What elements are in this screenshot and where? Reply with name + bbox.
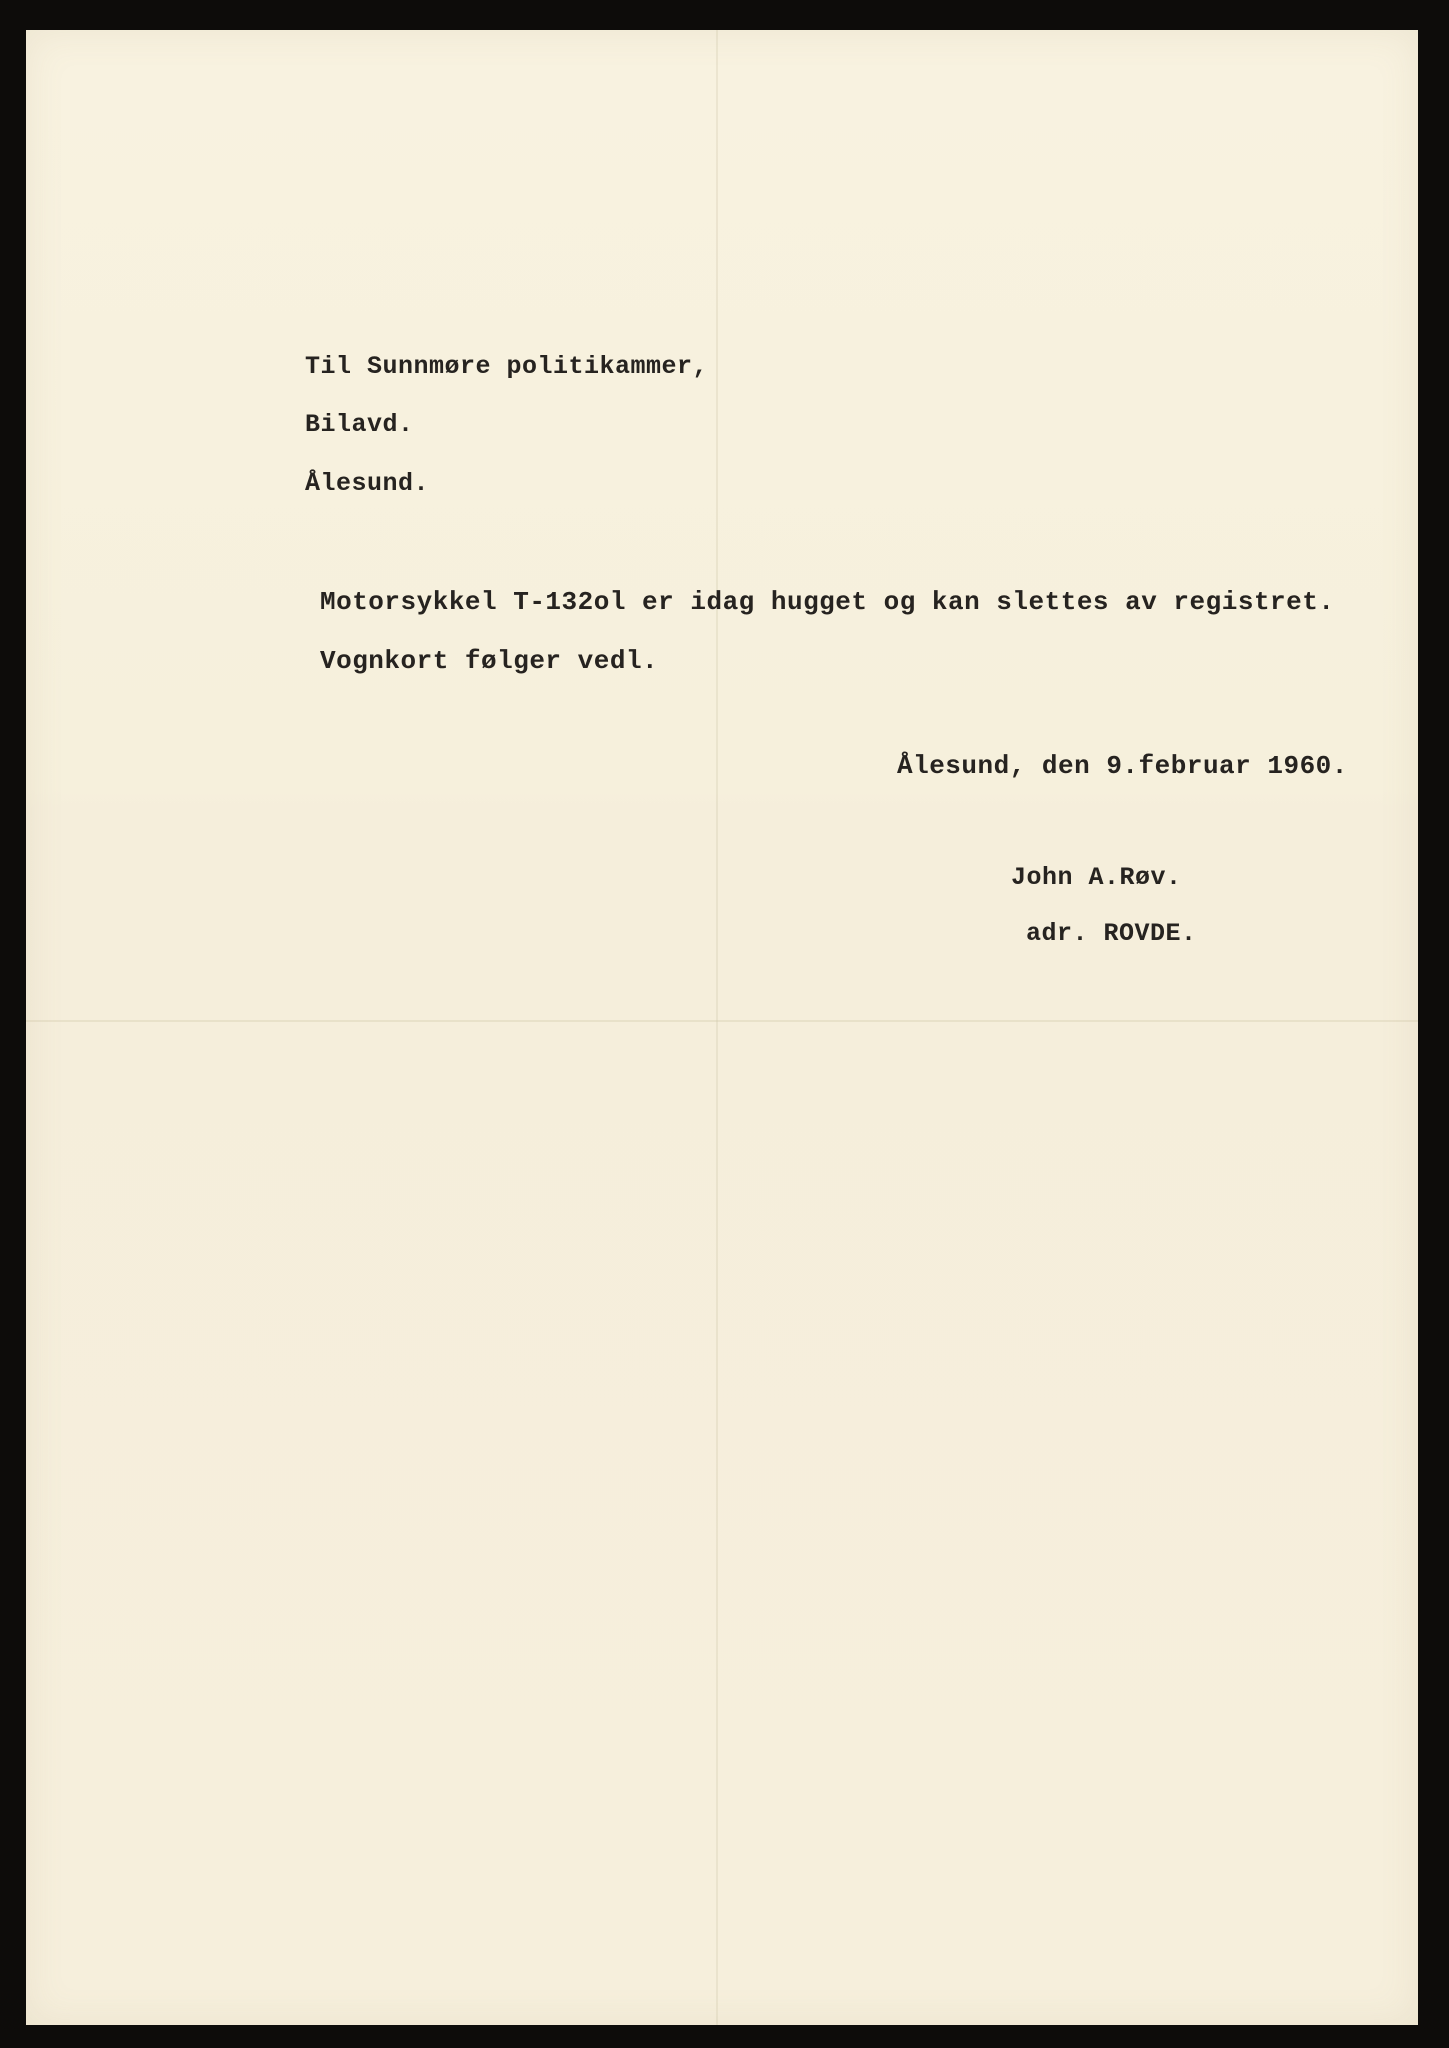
horizontal-fold-line: [26, 1020, 1418, 1022]
sender-address: adr. ROVDE.: [1026, 919, 1197, 948]
body-line-2: Vognkort følger vedl.: [320, 646, 659, 676]
place-date: Ålesund, den 9.februar 1960.: [897, 751, 1348, 781]
recipient-line-1: Til Sunnmøre politikammer,: [305, 352, 709, 381]
recipient-line-3: Ålesund.: [305, 469, 430, 498]
body-line-1: Motorsykkel T-132ol er idag hugget og kan slettes av registret.: [320, 587, 1335, 617]
sender-name: John A.Røv.: [1011, 863, 1182, 892]
letter-sheet: [26, 30, 1418, 2025]
vertical-fold-line: [716, 30, 718, 2025]
recipient-line-2: Bilavd.: [305, 410, 414, 439]
